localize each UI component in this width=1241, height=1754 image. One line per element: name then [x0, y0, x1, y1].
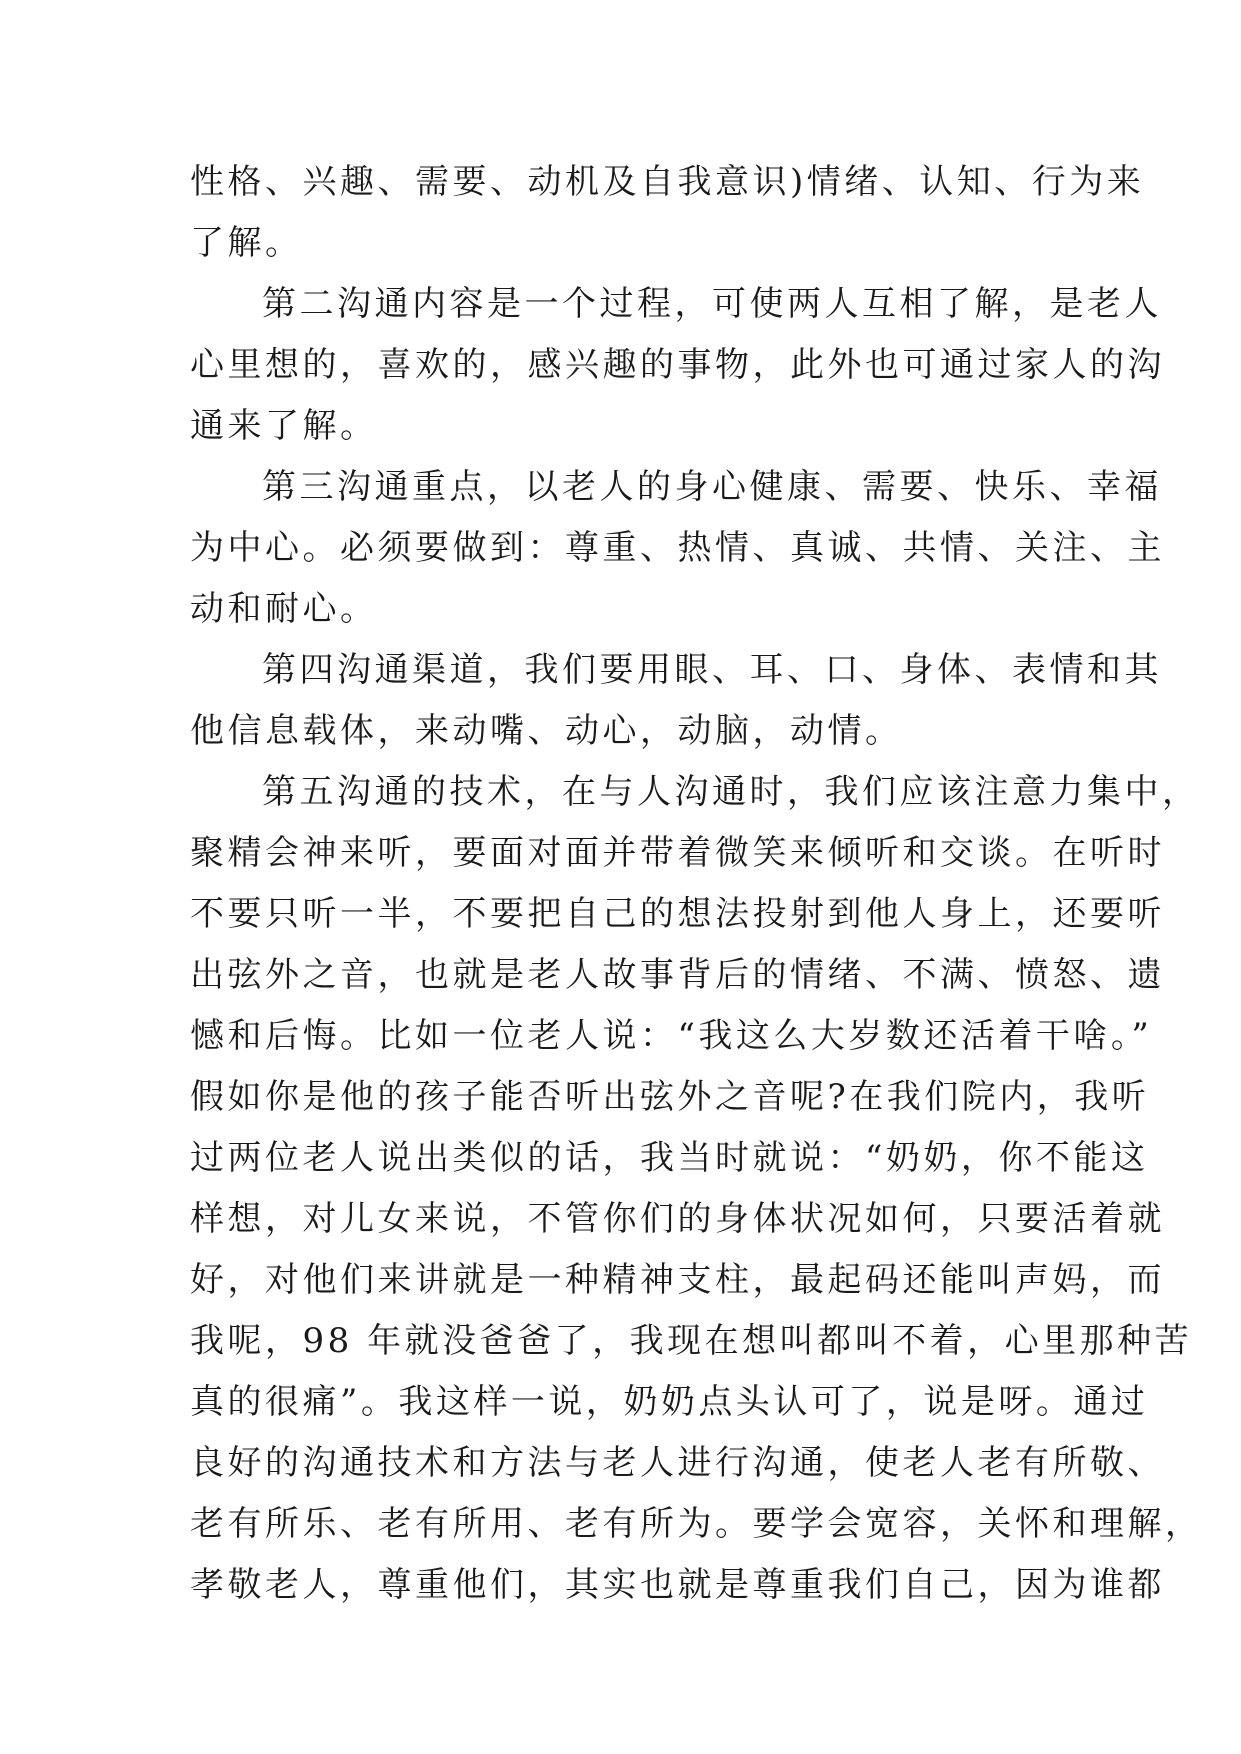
text-line: 好，对他们来讲就是一种精神支柱，最起码还能叫声妈，而	[190, 1260, 1165, 1300]
text-line: 性格、兴趣、需要、动机及自我意识)情绪、认知、行为来	[190, 162, 1145, 202]
text-line: 不要只听一半，不要把自己的想法投射到他人身上，还要听	[190, 894, 1165, 934]
text-line: 过两位老人说出类似的话，我当时就说：“奶奶，你不能这	[190, 1138, 1149, 1178]
text-line: 出弦外之音，也就是老人故事背后的情绪、不满、愤怒、遗	[190, 955, 1165, 995]
text-line: 老有所乐、老有所用、老有所为。要学会宽容，关怀和理解，	[190, 1504, 1203, 1544]
text-line: 为中心。必须要做到：尊重、热情、真诚、共情、关注、主	[190, 528, 1165, 568]
paragraph-start-line: 第五沟通的技术，在与人沟通时，我们应该注意力集中，	[262, 772, 1200, 812]
paragraph-start-line: 第二沟通内容是一个过程，可使两人互相了解，是老人	[262, 284, 1162, 324]
text-line: 样想，对儿女来说，不管你们的身体状况如何，只要活着就	[190, 1199, 1165, 1239]
text-line: 我呢，98 年就没爸爸了，我现在想叫都叫不着，心里那种苦	[190, 1321, 1193, 1361]
text-line: 真的很痛”。我这样一说，奶奶点头认可了，说是呀。通过	[190, 1382, 1149, 1422]
text-line: 假如你是他的孩子能否听出弦外之音呢?在我们院内，我听	[190, 1077, 1150, 1117]
text-line: 憾和后悔。比如一位老人说：“我这么大岁数还活着干啥。”	[190, 1016, 1153, 1056]
paragraph-start-line: 第三沟通重点，以老人的身心健康、需要、快乐、幸福	[262, 467, 1162, 507]
text-line: 心里想的，喜欢的，感兴趣的事物，此外也可通过家人的沟	[190, 345, 1165, 385]
text-line: 聚精会神来听，要面对面并带着微笑来倾听和交谈。在听时	[190, 833, 1165, 873]
text-line: 了解。	[190, 223, 303, 263]
text-line: 动和耐心。	[190, 589, 378, 629]
paragraph-start-line: 第四沟通渠道，我们要用眼、耳、口、身体、表情和其	[262, 650, 1162, 690]
text-line: 良好的沟通技术和方法与老人进行沟通，使老人老有所敬、	[190, 1443, 1165, 1483]
text-line: 他信息载体，来动嘴、动心，动脑，动情。	[190, 711, 903, 751]
text-line: 孝敬老人，尊重他们，其实也就是尊重我们自己，因为谁都	[190, 1565, 1165, 1605]
text-line: 通来了解。	[190, 406, 378, 446]
body-text	[190, 152, 1203, 1616]
